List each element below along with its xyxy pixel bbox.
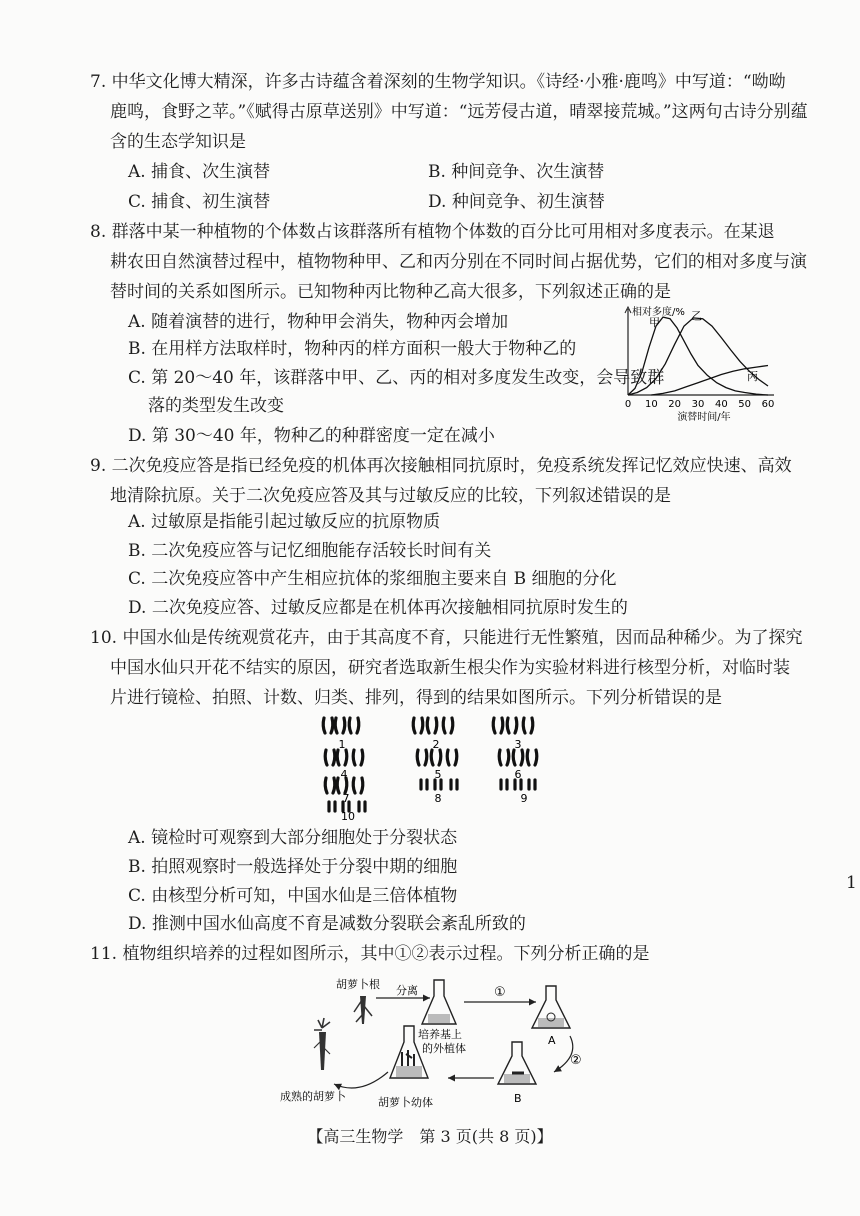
karyotype-label-5: 5: [434, 768, 442, 781]
q8-option-c-line-2: 落的类型发生改变: [148, 396, 284, 416]
q9-stem-line-1: 9. 二次免疫应答是指已经免疫的机体再次接触相同抗原时，免疫系统发挥记忆效应快速、高效: [90, 456, 792, 476]
explant-label-1: 培养基上: [418, 1028, 462, 1041]
karyotype-label-7: 7: [342, 792, 350, 805]
series-label-丙: 丙: [747, 370, 758, 384]
series-line-乙: [628, 318, 768, 395]
q9-option-b: B. 二次免疫应答与记忆细胞能存活较长时间有关: [128, 541, 492, 561]
mature-carrot-icon: [314, 1018, 330, 1070]
q8-stem-line-2: 耕农田自然演替过程中，植物物种甲、乙和丙分别在不同时间占据优势，它们的相对多度与演: [110, 252, 807, 272]
q8-option-d: D. 第 30～40 年，物种乙的种群密度一定在减小: [128, 426, 495, 446]
q10-stem-line-1: 10. 中国水仙是传统观赏花卉，由于其高度不育，只能进行无性繁殖，因而品种稀少。为了探究: [90, 628, 803, 648]
karyotype-label-6: 6: [514, 768, 522, 781]
x-axis-label: 演替时间/年: [677, 412, 731, 423]
x-tick-label: 20: [668, 399, 682, 410]
tissue-culture-diagram: [280, 972, 600, 1118]
x-tick-label: 40: [714, 399, 728, 410]
q8-stem-line-1: 8. 群落中某一种植物的个体数占该群落所有植物个体数的百分比可用相对多度表示。在某退: [90, 222, 775, 242]
q10-option-c: C. 由核型分析可知，中国水仙是三倍体植物: [128, 886, 458, 906]
q8-option-b: B. 在用样方法取样时，物种丙的样方面积一般大于物种乙的: [128, 339, 577, 359]
karyotype-label-4: 4: [340, 768, 348, 781]
karyotype-label-3: 3: [514, 738, 522, 751]
q7-option-b: B. 种间竞争、次生演替: [428, 162, 605, 182]
karyotype-label-2: 2: [432, 738, 440, 751]
q10-stem-line-3: 片进行镜检、拍照、计数、归类、排列，得到的结果如图所示。下列分析错误的是: [110, 688, 722, 708]
step-2-label: ②: [570, 1053, 582, 1068]
carrot-root-label: 胡萝卜根: [336, 978, 380, 991]
q8-option-a: A. 随着演替的进行，物种甲会消失，物种丙会增加: [128, 312, 509, 332]
q8-stem-line-3: 替时间的关系如图所示。已知物种丙比物种乙高大很多，下列叙述正确的是: [110, 282, 671, 302]
flask-a-icon: [532, 986, 570, 1028]
succession-chart: [614, 303, 774, 427]
step-1-label: ①: [494, 985, 506, 1000]
x-tick-label: 50: [738, 399, 752, 410]
explant-flask-icon: [422, 980, 456, 1024]
flask-b-label: B: [514, 1092, 522, 1105]
side-page-mark: 1: [846, 873, 857, 893]
q9-option-d: D. 二次免疫应答、过敏反应都是在机体再次接触相同抗原时发生的: [128, 598, 628, 618]
q10-option-b: B. 拍照观察时一般选择处于分裂中期的细胞: [128, 857, 458, 877]
karyotype-label-8: 8: [434, 792, 442, 805]
flask-a-label: A: [548, 1034, 556, 1047]
q7-stem-line-3: 含的生态学知识是: [110, 132, 246, 152]
series-label-乙: 乙: [691, 309, 702, 323]
q7-stem-line-1: 7. 中华文化博大精深，许多古诗蕴含着深刻的生物学知识。《诗经·小雅·鹿鸣》中写道：“呦呦: [90, 72, 786, 92]
q9-option-c: C. 二次免疫应答中产生相应抗体的浆细胞主要来自 B 细胞的分化: [128, 569, 617, 589]
x-tick-label: 0: [624, 399, 632, 410]
q9-stem-line-2: 地清除抗原。关于二次免疫应答及其与过敏反应的比较，下列叙述错误的是: [110, 486, 671, 506]
q11-stem: 11. 植物组织培养的过程如图所示，其中①②表示过程。下列分析正确的是: [90, 944, 650, 964]
y-axis-label: 相对多度/%: [632, 307, 685, 318]
karyotype-label-1: 1: [338, 738, 346, 751]
karyotype-figure: [318, 714, 558, 822]
q10-option-a: A. 镜检时可观察到大部分细胞处于分裂状态: [128, 828, 458, 848]
q7-option-d: D. 种间竞争、初生演替: [428, 192, 605, 212]
q9-option-a: A. 过敏原是指能引起过敏反应的抗原物质: [128, 512, 441, 532]
q7-option-a: A. 捕食、次生演替: [128, 162, 271, 182]
mature-carrot-label: 成熟的胡萝卜: [280, 1090, 346, 1103]
series-label-甲: 甲: [649, 316, 660, 330]
x-tick-label: 60: [761, 399, 774, 410]
karyotype-label-10: 10: [341, 810, 355, 822]
q10-stem-line-2: 中国水仙只开花不结实的原因，研究者选取新生根尖作为实验材料进行核型分析，对临时装: [110, 658, 790, 678]
x-tick-label: 30: [691, 399, 705, 410]
page-footer: 【高三生物学 第 3 页(共 8 页)】: [307, 1127, 553, 1146]
q8-option-c-line-1: C. 第 20～40 年，该群落中甲、乙、丙的相对多度发生改变，会导致群: [128, 368, 665, 388]
q10-option-d: D. 推测中国水仙高度不育是减数分裂联会紊乱所致的: [128, 914, 526, 934]
karyotype-label-9: 9: [520, 792, 528, 805]
separate-label: 分离: [396, 984, 418, 997]
flask-b-icon: [498, 1042, 536, 1084]
explant-label-2: 的外植体: [422, 1042, 466, 1055]
young-plant-label: 胡萝卜幼体: [378, 1096, 433, 1109]
q7-option-c: C. 捕食、初生演替: [128, 192, 271, 212]
q7-stem-line-2: 鹿鸣，食野之苹。”《赋得古原草送别》中写道：“远芳侵古道，晴翠接荒城。”这两句古诗分别蕴: [110, 102, 808, 122]
carrot-root-icon: [354, 996, 372, 1024]
x-tick-label: 10: [644, 399, 658, 410]
